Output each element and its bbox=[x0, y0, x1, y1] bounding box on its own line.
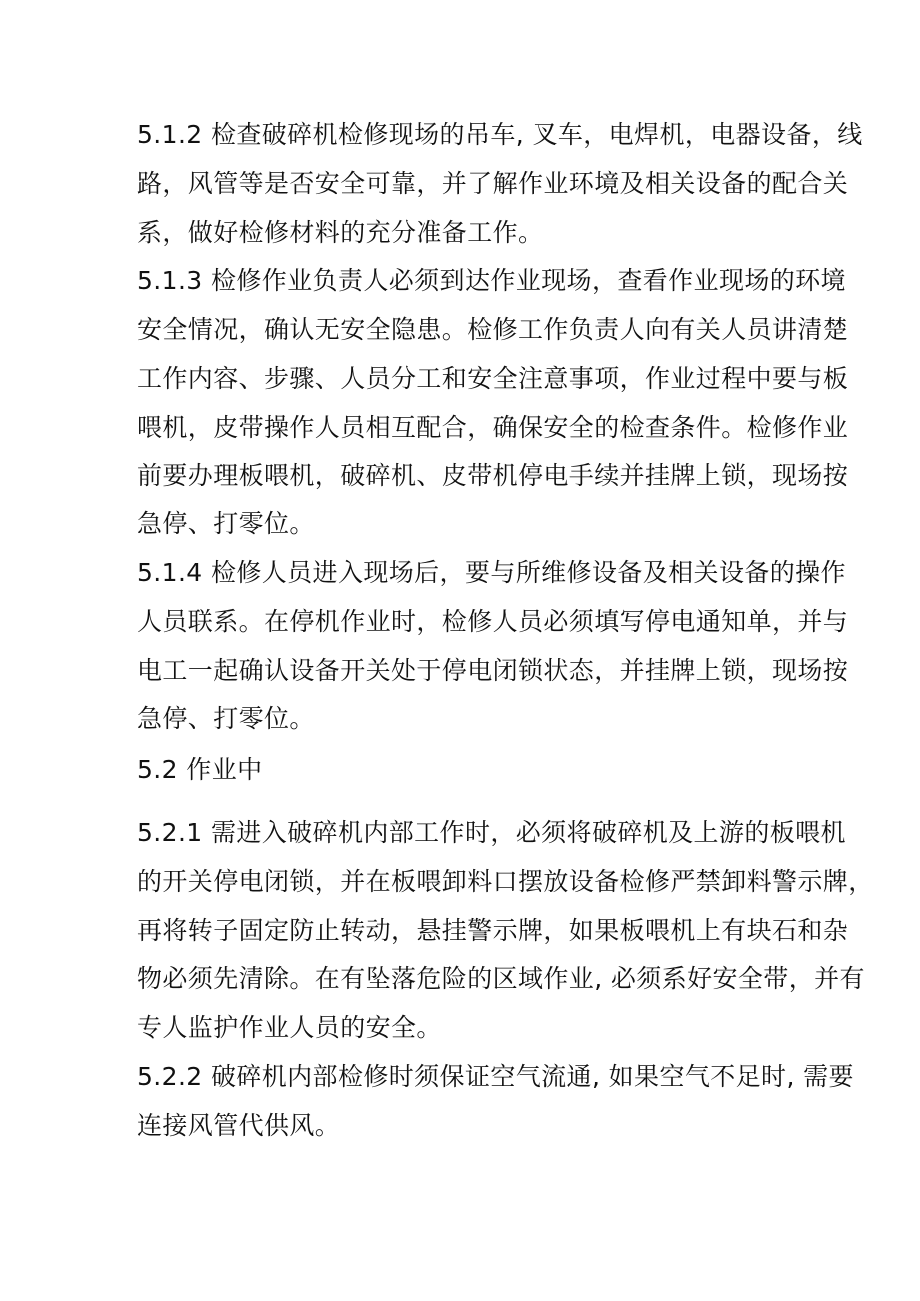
text-line: 5.2.2 破碎机内部检修时须保证空气流通, 如果空气不足时, 需要 bbox=[137, 1062, 854, 1091]
text-line: 安全情况，确认无安全隐患。检修工作负责人向有关人员讲清楚 bbox=[137, 315, 849, 344]
text-line: 电工一起确认设备开关处于停电闭锁状态，并挂牌上锁，现场按 bbox=[137, 656, 849, 685]
text-line: 前要办理板喂机，破碎机、皮带机停电手续并挂牌上锁，现场按 bbox=[137, 461, 849, 490]
text-line: 的开关停电闭锁，并在板喂卸料口摆放设备检修严禁卸料警示牌， bbox=[137, 867, 874, 896]
text-line: 物必须先清除。在有坠落危险的区域作业, 必须系好安全带，并有 bbox=[137, 964, 865, 993]
text-line: 再将转子固定防止转动，悬挂警示牌，如果板喂机上有块石和杂 bbox=[137, 916, 849, 945]
text-line: 系，做好检修材料的充分准备工作。 bbox=[137, 218, 544, 247]
text-line: 5.1.3 检修作业负责人必须到达作业现场，查看作业现场的环境 bbox=[137, 266, 846, 295]
text-line: 路，风管等是否安全可靠，并了解作业环境及相关设备的配合关 bbox=[137, 169, 849, 198]
text-line: 5.1.4 检修人员进入现场后，要与所维修设备及相关设备的操作 bbox=[137, 558, 846, 587]
text-line: 工作内容、步骤、人员分工和安全注意事项，作业过程中要与板 bbox=[137, 364, 849, 393]
text-line: 5.1.2 检查破碎机检修现场的吊车, 叉车，电焊机，电器设备，线 bbox=[137, 120, 863, 149]
text-line: 急停、打零位。 bbox=[137, 509, 315, 538]
text-line: 急停、打零位。 bbox=[137, 704, 315, 733]
text-line: 人员联系。在停机作业时，检修人员必须填写停电通知单，并与 bbox=[137, 607, 849, 636]
text-line: 专人监护作业人员的安全。 bbox=[137, 1013, 442, 1042]
text-line: 5.2.1 需进入破碎机内部工作时，必须将破碎机及上游的板喂机 bbox=[137, 818, 846, 847]
text-line: 连接风管代供风。 bbox=[137, 1111, 341, 1140]
section-heading: 5.2 作业中 bbox=[137, 755, 263, 784]
text-line: 喂机，皮带操作人员相互配合，确保安全的检查条件。检修作业 bbox=[137, 413, 849, 442]
